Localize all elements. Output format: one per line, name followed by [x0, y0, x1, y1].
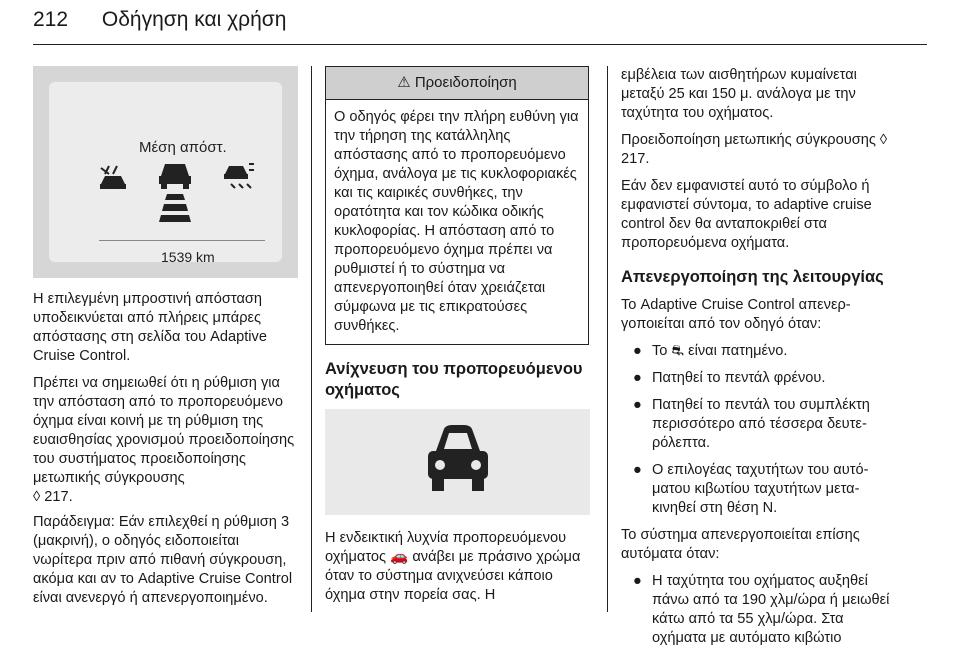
cross-reference: ◊ 217. [33, 489, 73, 505]
left-sensor-icon [95, 162, 131, 196]
list-item-text: Πατηθεί το πεντάλ του συμπλέκτη περισσότερο από τέσσερα δευτερόλεπτα. [652, 397, 870, 451]
list-item-text: Το ⛐ είναι πατημένο. [652, 343, 788, 359]
display-distance: 1539 km [161, 249, 215, 265]
bullet-list [621, 572, 891, 648]
paragraph [33, 374, 298, 507]
car-distance-icon [155, 158, 195, 222]
display-screen [49, 82, 282, 265]
list-item: ● Ο επιλογέας ταχυτήτων του αυτόματου κιβωτίου ταχυτήτων μετακινηθεί στη θέση N. [633, 462, 869, 516]
column-divider [607, 66, 608, 612]
warning-body: Ο οδηγός φέρει την πλήρη ευθύνη για την τήρηση της κατάλληλης απόστασης από το προπορευόμενο όχημα, ανάλογα με τις κυκλοφοριακές και τις καιρικές συνθήκες, την ορατότητα και τον κώδικα οδικής κυκλοφορίας. Η απόσταση από το προπορευόμενο όχημα πρέπει να ρυθμιστεί ή το σύστημα να απενεργοποιηθεί όταν χρειάζεται σύμφωνα με τις επικρατούσες συνθήκες. [334, 109, 579, 334]
display-divider [99, 240, 265, 241]
list-item: ● Το ⛐ είναι πατημένο. [633, 343, 788, 359]
page-header [33, 8, 286, 32]
paragraph-text: Πρέπει να σημειωθεί ότι η ρύθμιση για την απόσταση από το προπορευόμενο όχημα είναι κοινή με τη ρύθμιση της ευαισθησίας χρονισμού προειδοποίησης του συστήματος προειδοποίησης μετωπικής σύγκρουσης [33, 375, 295, 486]
section-heading: Ανίχνευση του προπορευόμενου οχήματος [325, 360, 583, 399]
paragraph: Η ενδεικτική λυχνία προπορευόμενου οχήματος 🚗 ανάβει με πράσινο χρώμα όταν το σύστημα ανιχνεύσει κάποιο όχημα στην πορεία σας. Η [325, 530, 581, 603]
paragraph: Το σύστημα απενεργοποιείται επίσης αυτόματα όταν: [621, 527, 860, 562]
vehicle-ahead-icon [422, 423, 494, 503]
display-title: Μέση απόστ. [139, 139, 227, 156]
right-sensor-icon [221, 158, 257, 194]
list-item-text: Η ταχύτητα του οχήματος αυξηθεί πάνω από τα 190 χλμ/ώρα ή μειωθεί κάτω από τα 55 χλμ/ώρα. Στα οχήματα με αυτόματο κιβώτιο [652, 573, 890, 646]
header-rule [33, 44, 927, 45]
paragraph: Προειδοποίηση μετωπικής σύγκρουσης ◊ 217. [621, 132, 888, 167]
column-1 [33, 66, 298, 616]
warning-box [325, 66, 589, 345]
acc-display-image [33, 66, 298, 278]
page-number: 212 [33, 8, 69, 31]
column-divider [311, 66, 312, 612]
paragraph: Εάν δεν εμφανιστεί αυτό το σύμβολο ή εμφανιστεί σύντομα, το adaptive cruise control δεν θα ανταποκριθεί στα προπορευόμενα οχήματα. [621, 178, 872, 251]
list-item: ● Η ταχύτητα του οχήματος αυξηθεί πάνω από τα 190 χλμ/ώρα ή μειωθεί κάτω από τα 55 χλμ/ώρα. Στα οχήματα με αυτόματο κιβώτιο [633, 573, 890, 646]
section-heading: Απενεργοποίηση της λειτουργίας [621, 268, 884, 286]
page-title: Οδήγηση και χρήση [101, 8, 287, 31]
paragraph: Το Adaptive Cruise Control απενεργοποιείται από τον οδηγό όταν: [621, 297, 851, 332]
column-3 [621, 66, 891, 656]
list-item: ● Πατηθεί το πεντάλ του συμπλέκτη περισσότερο από τέσσερα δευτερόλεπτα. [633, 397, 870, 451]
bullet-list [621, 342, 891, 518]
warning-title: ⚠ Προειδοποίηση [326, 67, 588, 100]
paragraph: Η επιλεγμένη μπροστινή απόσταση υποδεικνύεται από πλήρεις μπάρες απόστασης στη σελίδα του Adaptive Cruise Control. [33, 291, 267, 364]
column-2 [325, 66, 593, 613]
paragraph: Παράδειγμα: Εάν επιλεχθεί η ρύθμιση 3 (μακρινή), ο οδηγός ειδοποιείται νωρίτερα πριν από πιθανή σύγκρουση, ακόμα και αν το Adaptive Cruise Control είναι ανενεργό ή απενεργοποιημένο. [33, 514, 293, 606]
vehicle-ahead-indicator-image [325, 409, 590, 515]
paragraph: εμβέλεια των αισθητήρων κυμαίνεται μεταξύ 25 και 150 μ. ανάλογα με την ταχύτητα του οχήματος. [621, 67, 857, 121]
list-item-text: Πατηθεί το πεντάλ φρένου. [652, 370, 826, 386]
list-item: ● Πατηθεί το πεντάλ φρένου. [633, 370, 826, 386]
list-item-text: Ο επιλογέας ταχυτήτων του αυτόματου κιβωτίου ταχυτήτων μετακινηθεί στη θέση N. [652, 462, 869, 516]
